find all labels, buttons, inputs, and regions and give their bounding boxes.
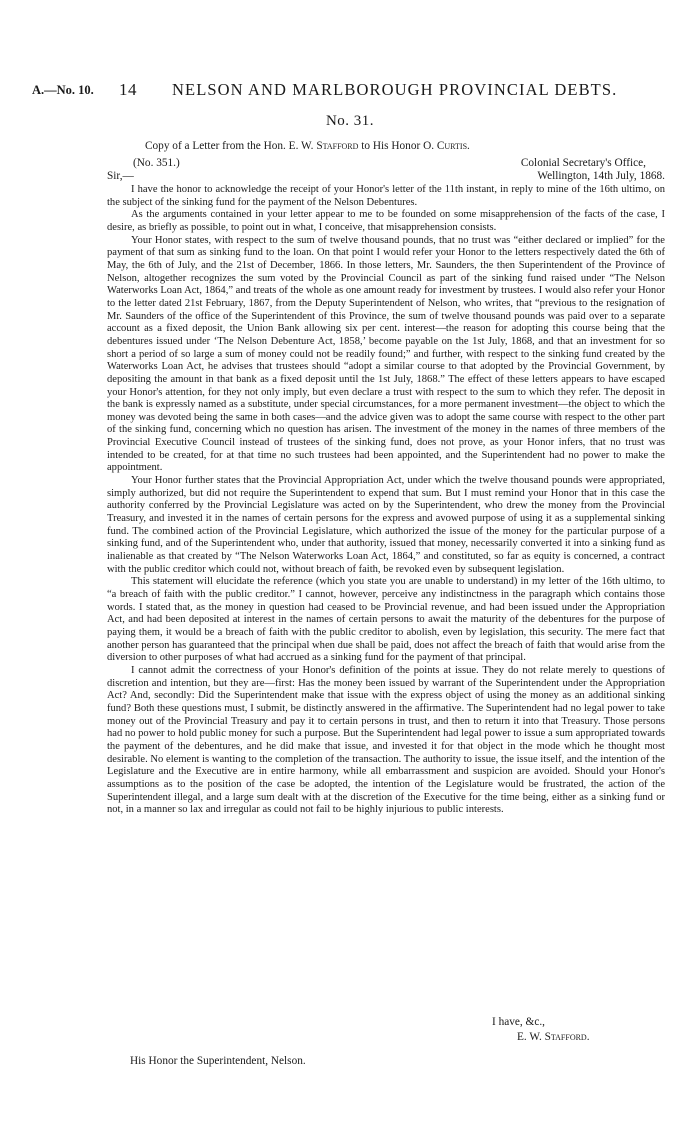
caption-sender: Stafford xyxy=(316,140,359,152)
addressee: His Honor the Superintendent, Nelson. xyxy=(130,1055,306,1067)
paragraph: I cannot admit the correctness of your Honor's definition of the points at issue. They do not relate merely to questions of discretion and intention, but they are—first: Has the money been issued by warrant of the Superintendent under the Appropriation Act? And, secondly: Did the Superintendent make that issue with the express object of using the money as an additional sinking fund? Both these questions must, I submit, be distinctly answered in the affirmative. The Superintendent had no legal power to take money out of the Provincial Treasury and pay it to certain persons in trust, and then to return it into that Treasury. Those persons had no power to hold public money for such a purpose. But the Superintendent had legal power to issue a sum appropriated towards the payment of the debentures, and he did make that issue, and invested it for that object in the mode which he thought most desirable. No element is wanting to the completion of the transaction. The authority to issue, the issue itself, and the intention of the Legislature and the Executive are in entire harmony, while all embarrassment and suspicion are avoided. Should your Honor's assumptions as to the position of the case be adopted, the intention of the Legislature would be frustrated, the action of the Superintendent illegal, and a large sum dealt with at the discretion of the Executive for the time being, either as a sinking fund or not, in a manner so lax and irregular as could not fail to be highly injurious to public interests. xyxy=(107,664,665,816)
place-date: Wellington, 14th July, 1868. xyxy=(537,170,665,182)
paragraph: Your Honor states, with respect to the sum of twelve thousand pounds, that no trust was “either declared or implied” for the payment of that sum as sinking fund to the loan. On that point I would refer your Honor to the letters respectively dated the 6th of May, the 6th of July, and the 21st of December, 1866. In those letters, Mr. Saunders, the then Superintendent of the Province of Nelson, altogether recognizes the sum voted by the Provincial Council as part of the sinking fund raised under “The Nelson Waterworks Loan Act, 1864,” and treats of the whole as one amount ready for investment by trustees. I would also refer your Honor to the letter dated 21st February, 1867, from the Deputy Superintendent of Nelson, who writes, that “previous to the resignation of Mr. Saunders of the office of the Superintendent of this Province, the sum of twelve thousand pounds was paid over to a separate account as a fixed deposit, the Union Bank allowing six per cent. interest—the reason for adopting this course being that the debentures issued under ‘The Nelson Debenture Act, 1858,’ become payable on the 1st July, 1868, and that an investment for so short a period of so large a sum of money could not be readily found;” and further, with respect to the sinking fund created by the Waterworks Loan Act, he advises that trustees should “adopt a similar course to that adopted by the Provincial Government, by depositing the amount in that bank as a fixed deposit until the 1st July, 1868.” The effect of these letters appears to have escaped your Honor's attention, for they not only imply, but even declare a trust with respect to the sum to which they refer. The deposit in the bank is expressly named as a substitute, under special circumstances, for a more permanent investment—the object to which the money was devoted being the same in both cases—and the advice given was to adopt the same course with respect to the other part of the sinking fund, concerning which no question has arisen. The investment of the money in the names of three members of the Provincial Executive Council instead of trustees of the sinking fund, does not prove, as your Honor infers, that no trust was intended to be created, for at that time no such trustees had been appointed, and the Superintendent had no power to make the appointment. xyxy=(107,234,665,474)
letter-number: (No. 351.) xyxy=(133,157,180,169)
running-header xyxy=(32,80,662,102)
paragraph: This statement will elucidate the reference (which you state you are unable to understand) in my letter of the 16th ultimo, to “a breach of faith with the public creditor.” I cannot, however, perceive any indistinctness in the paragraph which contains those words. I stated that, as the money in question had ceased to be Provincial revenue, and had been issued under the Appropriation Act, and had been deposited at interest in the names of certain persons to await the maturity of the debentures for the purpose of paying them, it would be a breach of faith with the public creditor to abolish, even by legislation, this security. The mere fact that another person has guaranteed that the principal when due shall be paid, does not affect the breach of faith that would arise from the diversion to other purposes of what had accrued as a sinking fund for the payment of that principal. xyxy=(107,576,665,664)
paragraph: Your Honor further states that the Provincial Appropriation Act, under which the twelve thousand pounds were appropriated, simply authorized, but did not require the Superintendent to expend that sum. But I must remind your Honor that in this case the authority conferred by the Provincial Legislature was acted on by the Superintendent, who drew the money from the Provincial Treasury, and invested it in the names of certain persons for the express and avowed purpose of using it as a supplemental sinking fund. The combined action of the Provincial Legislature, which authorized the issue of the money for the particular purpose of a sinking fund, and of the Superintendent who, under that authority, issued that money, necessarily converted it into a sinking fund as inalienable as that created by “The Nelson Waterworks Loan Act, 1864,” and constituted, so far as equity is concerned, a contract with the public creditor which could not, without breach of faith, be revoked even by subsequent legislation. xyxy=(107,475,665,575)
office-name: Colonial Secretary's Office, xyxy=(520,157,646,169)
caption-suffix: . xyxy=(467,140,470,152)
page-number: 14 xyxy=(119,80,137,99)
document-number: No. 31. xyxy=(325,113,375,129)
paragraph: I have the honor to acknowledge the receipt of your Honor's letter of the 11th instant, in reply to mine of the 16th ultimo, on the subject of the sinking fund for the payment of the Nelson Debentures. xyxy=(107,184,665,208)
letter-caption xyxy=(145,140,470,152)
salutation: Sir,— xyxy=(107,170,134,182)
caption-middle: to His Honor O. xyxy=(358,140,437,152)
letter-date-row xyxy=(133,170,665,184)
signature: E. W. Stafford. xyxy=(517,1031,590,1043)
page-title: NELSON AND MARLBOROUGH PROVINCIAL DEBTS. xyxy=(172,80,618,99)
caption-prefix: Copy of a Letter from the Hon. E. W. xyxy=(145,140,317,152)
letter-body xyxy=(107,184,665,817)
paragraph: As the arguments contained in your letter appear to me to be founded on some misapprehension of the facts of the case, I desire, as briefly as possible, to point out in what, I conceive, that misapprehension consists. xyxy=(107,209,665,233)
letter-header-row xyxy=(133,157,665,171)
caption-recipient: Curtis xyxy=(436,140,468,152)
document-reference: A.—No. 10. xyxy=(32,83,94,97)
closing: I have, &c., xyxy=(492,1016,546,1028)
